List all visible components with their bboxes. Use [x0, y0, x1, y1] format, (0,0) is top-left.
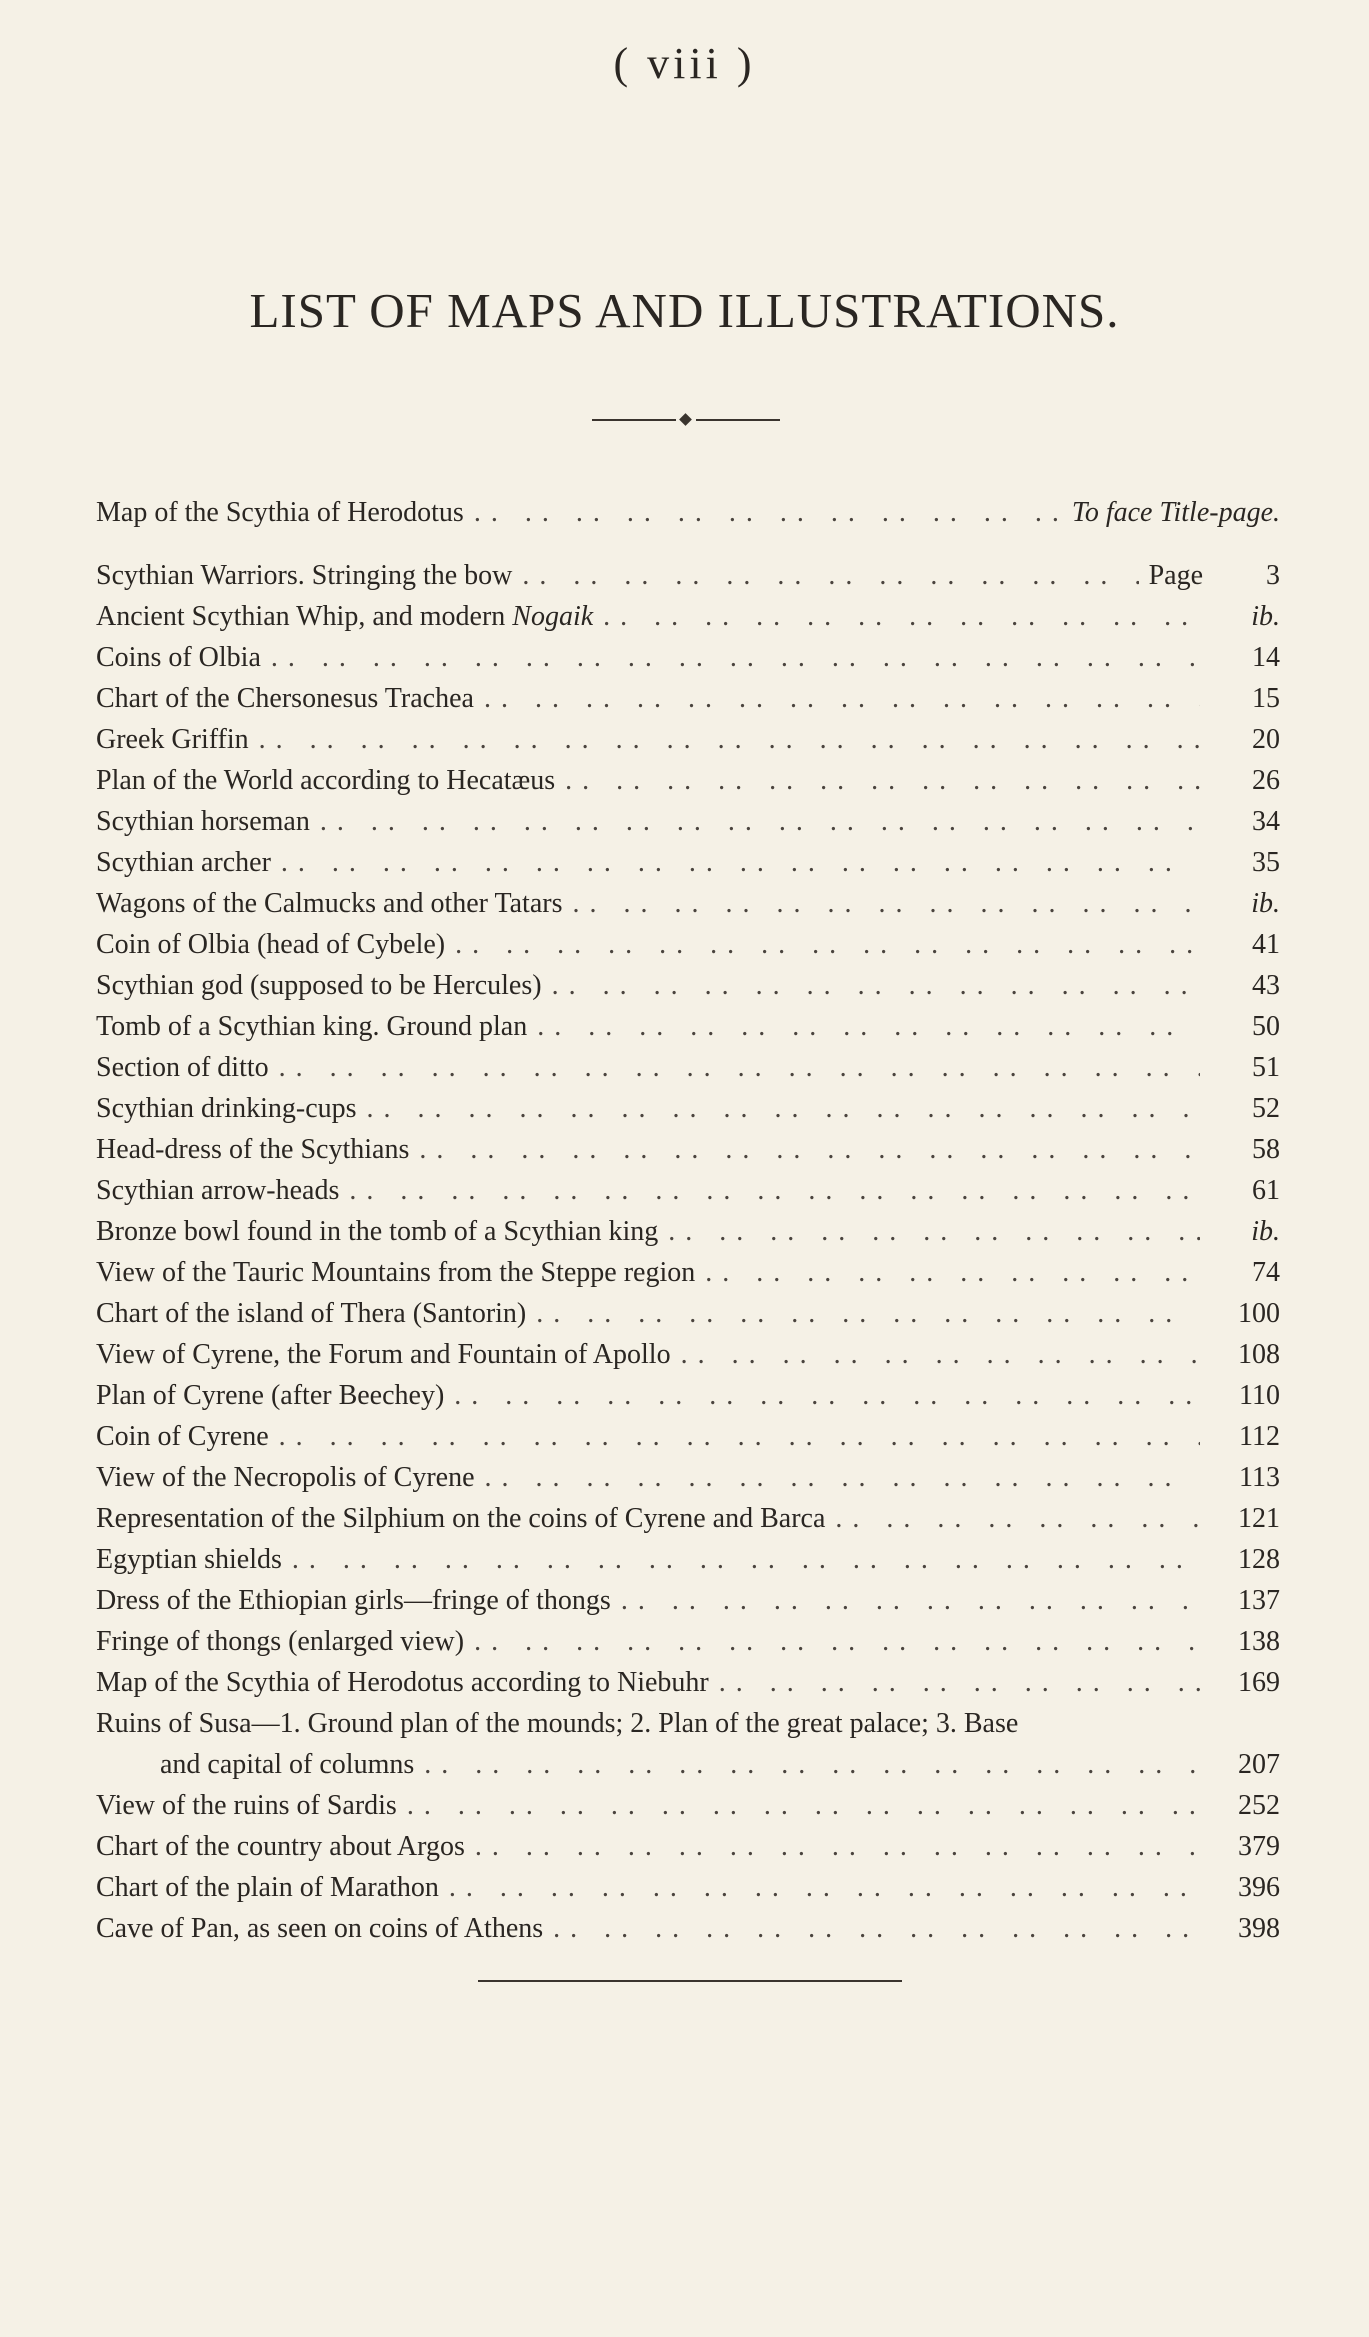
- list-entry: [96, 1539, 1280, 1580]
- dot-leader: [349, 1170, 1200, 1211]
- list-entry: [96, 1908, 1280, 1949]
- entry-text-italic: Nogaik: [512, 601, 594, 632]
- entry-text: Section of ditto: [96, 1052, 269, 1083]
- page-number-value: 252: [1238, 1790, 1280, 1821]
- dot-leader: [271, 637, 1200, 678]
- list-entry: [96, 1047, 1280, 1088]
- dot-leader: [474, 1621, 1200, 1662]
- entry-page: [1210, 842, 1280, 883]
- entry-page: [1210, 801, 1280, 842]
- dot-leader: [565, 760, 1200, 801]
- entry-page: [1210, 1539, 1280, 1580]
- entry-page: [1210, 1047, 1280, 1088]
- list-entry: [96, 1170, 1280, 1211]
- entry-page: [1210, 1826, 1280, 1867]
- dot-leader: [681, 1334, 1200, 1375]
- page-number-value: 398: [1238, 1913, 1280, 1944]
- entry-page: [1210, 1457, 1280, 1498]
- dot-leader: [279, 1416, 1200, 1457]
- list-entry: [96, 1293, 1280, 1334]
- page-number-value: 138: [1238, 1626, 1280, 1657]
- entry-text: Bronze bowl found in the tomb of a Scythian king: [96, 1216, 659, 1247]
- list-entry: [96, 1088, 1280, 1129]
- dot-leader: [537, 1006, 1200, 1047]
- list-entry: [96, 883, 1280, 924]
- ornament-line-left: [592, 419, 676, 421]
- dot-leader: [449, 1867, 1200, 1908]
- page-number-value: 74: [1252, 1257, 1280, 1288]
- entry-text: Wagons of the Calmucks and other Tatars: [96, 888, 563, 919]
- entry-text: Scythian horseman: [96, 806, 310, 837]
- dot-leader: [475, 1826, 1200, 1867]
- list-entry: [96, 1334, 1280, 1375]
- entry-page: [1210, 1498, 1280, 1539]
- page-number-value: 379: [1238, 1831, 1280, 1862]
- page-number-value: 207: [1238, 1749, 1280, 1780]
- list-entry: [96, 637, 1280, 678]
- entry-page: [1210, 1375, 1280, 1416]
- dot-leader: [536, 1293, 1200, 1334]
- dot-leader: [485, 1457, 1200, 1498]
- page-number-value: 128: [1238, 1544, 1280, 1575]
- list-entry: [96, 965, 1280, 1006]
- page-number-value: 41: [1252, 929, 1280, 960]
- dot-leader: [572, 883, 1200, 924]
- dot-leader: [719, 1662, 1200, 1703]
- list-entry-frontispiece: [96, 492, 1280, 533]
- list-entry: [96, 1580, 1280, 1621]
- list-entry: [96, 1129, 1280, 1170]
- page-number-value: 50: [1252, 1011, 1280, 1042]
- entry-page: [1210, 1908, 1280, 1949]
- list-entry: [96, 1621, 1280, 1662]
- dot-leader: [320, 801, 1200, 842]
- entry-text: Map of the Scythia of Herodotus according to Niebuhr: [96, 1667, 709, 1698]
- list-entry: [96, 719, 1280, 760]
- entry-text: Scythian drinking-cups: [96, 1093, 357, 1124]
- dot-leader: [668, 1211, 1200, 1252]
- dot-leader: [292, 1539, 1200, 1580]
- page-number-value: 396: [1238, 1872, 1280, 1903]
- entry-page: [1210, 883, 1280, 924]
- entry-page: [1210, 1867, 1280, 1908]
- page-number-value: 51: [1252, 1052, 1280, 1083]
- entry-text: Greek Griffin: [96, 724, 249, 755]
- list-entry: [96, 1457, 1280, 1498]
- page-number-value: 61: [1252, 1175, 1280, 1206]
- page-number: ( viii ): [613, 39, 756, 88]
- dot-leader: [367, 1088, 1200, 1129]
- entry-text: Scythian god (supposed to be Hercules): [96, 970, 542, 1001]
- page-number-value: ib.: [1251, 601, 1280, 632]
- list-entry: [96, 1252, 1280, 1293]
- entry-page: [1210, 1170, 1280, 1211]
- list-entry: [96, 1375, 1280, 1416]
- page-number-value: 34: [1252, 806, 1280, 837]
- dot-leader: [552, 965, 1200, 1006]
- entry-text: Chart of the country about Argos: [96, 1831, 465, 1862]
- list-entry: [96, 555, 1280, 596]
- list-entry: [96, 1498, 1280, 1539]
- page-number-value: 169: [1238, 1667, 1280, 1698]
- page-number-value: 113: [1239, 1462, 1280, 1493]
- entry-page: [1210, 1744, 1280, 1785]
- entry-list: [96, 555, 1280, 1949]
- page-number-value: 3: [1266, 560, 1280, 591]
- dot-leader: [474, 492, 1062, 533]
- dot-leader: [259, 719, 1200, 760]
- page-number-value: 108: [1238, 1339, 1280, 1370]
- list-entry: [96, 1826, 1280, 1867]
- dot-leader: [553, 1908, 1200, 1949]
- entry-page: [1210, 1006, 1280, 1047]
- page-number-value: 58: [1252, 1134, 1280, 1165]
- entry-page: [1210, 1334, 1280, 1375]
- entry-text: Scythian arrow-heads: [96, 1175, 340, 1206]
- entry-text: Coin of Cyrene: [96, 1421, 269, 1452]
- page-number-value: 20: [1252, 724, 1280, 755]
- dot-leader: [424, 1744, 1200, 1785]
- page-number-value: 52: [1252, 1093, 1280, 1124]
- list-entry: [96, 1416, 1280, 1457]
- entry-page: [1210, 1416, 1280, 1457]
- illustrations-list: [96, 492, 1280, 1949]
- list-entry: [96, 1703, 1280, 1785]
- entry-page: [1210, 637, 1280, 678]
- entry-text: Ancient Scythian Whip, and modern Nogaik: [96, 601, 594, 632]
- list-entry: [96, 924, 1280, 965]
- entry-page: [1210, 1621, 1280, 1662]
- list-entry: [96, 1867, 1280, 1908]
- dot-leader: [835, 1498, 1200, 1539]
- page-number-value: 100: [1238, 1298, 1280, 1329]
- entry-text: Coin of Olbia (head of Cybele): [96, 929, 446, 960]
- page-number-value: 137: [1238, 1585, 1280, 1616]
- page-number-value: 43: [1252, 970, 1280, 1001]
- dot-leader: [484, 678, 1200, 719]
- dot-leader: [407, 1785, 1200, 1826]
- entry-page: [1210, 1580, 1280, 1621]
- page-number-value: ib.: [1251, 1216, 1280, 1247]
- entry-text: Egyptian shields: [96, 1544, 282, 1575]
- dot-leader: [455, 924, 1200, 965]
- entry-text: View of the Tauric Mountains from the Steppe region: [96, 1257, 696, 1288]
- entry-text: Dress of the Ethiopian girls—fringe of thongs: [96, 1585, 611, 1616]
- entry-page: [1210, 1293, 1280, 1334]
- page-prefix: Page: [1148, 560, 1210, 591]
- page-number-value: 15: [1252, 683, 1280, 714]
- dot-leader: [621, 1580, 1200, 1621]
- entry-text: View of Cyrene, the Forum and Fountain of Apollo: [96, 1339, 671, 1370]
- dot-leader: [419, 1129, 1200, 1170]
- entry-page: [1210, 719, 1280, 760]
- entry-page: [1210, 678, 1280, 719]
- title-ornament: [592, 414, 780, 426]
- list-entry: [96, 1785, 1280, 1826]
- list-entry: [96, 760, 1280, 801]
- entry-page: [1210, 1211, 1280, 1252]
- entry-text: Scythian Warriors. Stringing the bow: [96, 560, 513, 591]
- entry-text: Fringe of thongs (enlarged view): [96, 1626, 465, 1657]
- entry-text: Map of the Scythia of Herodotus: [96, 497, 464, 528]
- entry-text: Plan of the World according to Hecatæus: [96, 765, 556, 796]
- footer-rule: [478, 1980, 902, 1982]
- entry-page: To face Title-page.: [1071, 497, 1280, 528]
- dot-leader: [522, 555, 1138, 596]
- entry-text: Tomb of a Scythian king. Ground plan: [96, 1011, 528, 1042]
- ornament-line-right: [696, 419, 780, 421]
- entry-text: Chart of the plain of Marathon: [96, 1872, 439, 1903]
- entry-page: [1210, 1785, 1280, 1826]
- entry-text: Cave of Pan, as seen on coins of Athens: [96, 1913, 544, 1944]
- list-entry: [96, 596, 1280, 637]
- dot-leader: [603, 596, 1200, 637]
- list-entry: [96, 1211, 1280, 1252]
- entry-text: Representation of the Silphium on the coins of Cyrene and Barca: [96, 1503, 826, 1534]
- list-entry: [96, 678, 1280, 719]
- entry-text: Scythian archer: [96, 847, 271, 878]
- page-number-value: 35: [1252, 847, 1280, 878]
- entry-text: Coins of Olbia: [96, 642, 261, 673]
- entry-page: [1210, 1662, 1280, 1703]
- entry-text: View of the Necropolis of Cyrene: [96, 1462, 475, 1493]
- entry-page: [1210, 965, 1280, 1006]
- entry-text: Head-dress of the Scythians: [96, 1134, 410, 1165]
- page-title: LIST OF MAPS AND ILLUSTRATIONS.: [249, 283, 1120, 338]
- page-number-value: 110: [1239, 1380, 1280, 1411]
- dot-leader: [281, 842, 1200, 883]
- entry-page: [1210, 924, 1280, 965]
- entry-page: [1210, 596, 1280, 637]
- dot-leader: [705, 1252, 1200, 1293]
- entry-text: Plan of Cyrene (after Beechey): [96, 1380, 445, 1411]
- entry-page: [1210, 1252, 1280, 1293]
- list-entry: [96, 1006, 1280, 1047]
- page-number-value: 112: [1239, 1421, 1280, 1452]
- entry-continuation: and capital of columns: [160, 1749, 415, 1780]
- entry-page: [1149, 555, 1280, 596]
- ornament-diamond: [679, 413, 692, 426]
- list-entry: [96, 801, 1280, 842]
- page-number-value: 121: [1238, 1503, 1280, 1534]
- entry-page: [1210, 1088, 1280, 1129]
- entry-text: Ruins of Susa—1. Ground plan of the mounds; 2. Plan of the great palace; 3. Base: [96, 1708, 1019, 1739]
- entry-page: [1210, 1129, 1280, 1170]
- page-number-value: 26: [1252, 765, 1280, 796]
- dot-leader: [454, 1375, 1200, 1416]
- entry-page: [1210, 760, 1280, 801]
- list-entry: [96, 842, 1280, 883]
- entry-text: Chart of the island of Thera (Santorin): [96, 1298, 527, 1329]
- entry-text: View of the ruins of Sardis: [96, 1790, 397, 1821]
- page-number-value: ib.: [1251, 888, 1280, 919]
- page-number-value: 14: [1252, 642, 1280, 673]
- dot-leader: [279, 1047, 1200, 1088]
- entry-text: Chart of the Chersonesus Trachea: [96, 683, 474, 714]
- list-entry: [96, 1662, 1280, 1703]
